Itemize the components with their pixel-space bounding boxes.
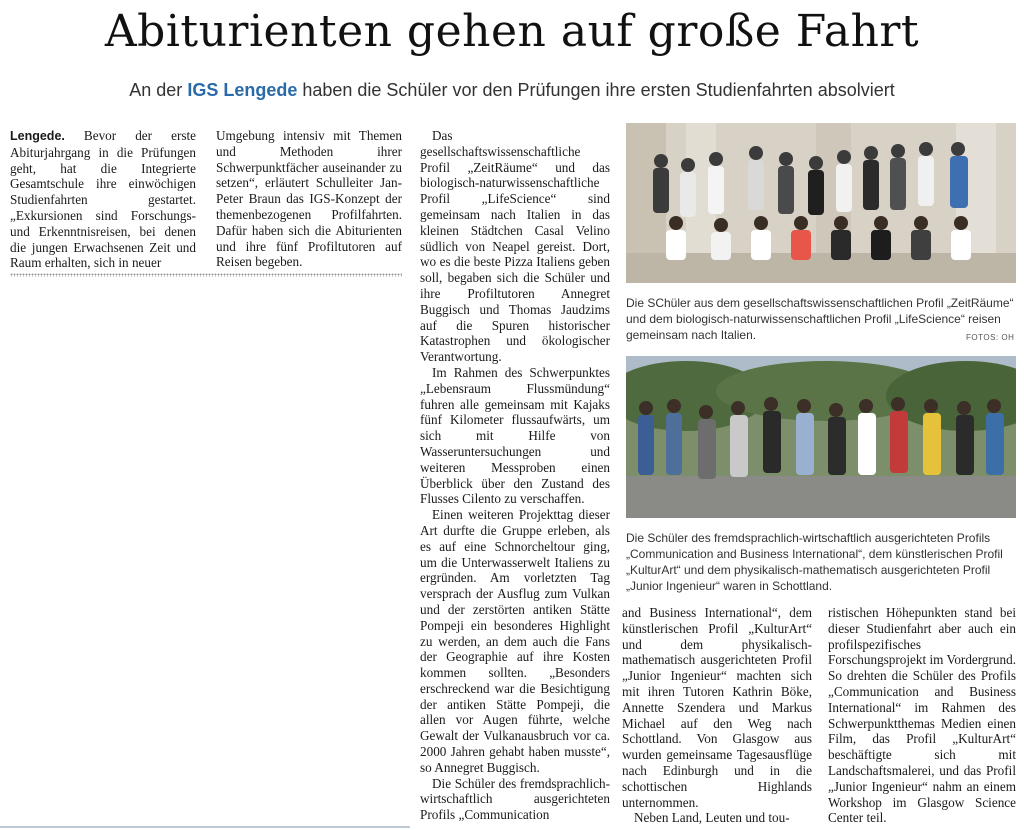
page-edge-line xyxy=(0,826,410,828)
group-photo-image xyxy=(626,123,1016,283)
subline-school-name: IGS Lengede xyxy=(187,80,298,100)
dateline: Lengede. xyxy=(10,129,65,143)
subline xyxy=(0,80,1024,101)
paragraph: Umgebung intensiv mit Themen und Methoden ihrer Schwerpunktfächer auseinander zu setzen“, erläutert Schulleiter Jan-Peter Braun das IGS-Konzept der themenbezogenen Profilfahrten. Dafür haben sich die Abiturienten und ihre fünf Profiltutoren auf Reisen begeben. xyxy=(216,128,402,270)
photo-credit: FOTOS: OH xyxy=(966,333,1015,342)
paragraph: Neben Land, Leuten und tou- xyxy=(634,810,790,826)
paragraph: and Business International“, dem künstlerischen Profil „KulturArt“ und dem physikalisch-mathematisch ausgerichteten Profil „Junior Ingenieur“ machten sich mit ihren Tutoren Kathrin Böke, Annette Szendera und Markus Michael auf den Weg nach Schottland. Von Glasgow aus wurden gemeinsame Tagesausflüge nach Edinburgh und in die schottischen Highlands unternommen. xyxy=(622,605,812,810)
group-photo-image xyxy=(626,356,1016,518)
headline: Abiturienten gehen auf große Fahrt xyxy=(104,6,920,57)
photo-italy-caption: Die SChüler aus dem gesellschaftswissenschaftlichen Profil „ZeitRäume“ und dem biologisch-naturwissenschaftlichen Profil „LifeScience“ reisen gemeinsam nach Italien. xyxy=(626,296,1014,342)
paragraph: Die Schüler des fremdsprachlich-wirtschaftlich ausgerichteten Profils „Communication xyxy=(420,775,610,823)
column-2 xyxy=(216,128,402,270)
column-5 xyxy=(828,605,1016,826)
paragraph: Im Rahmen des Schwerpunktes „Lebensraum Flussmündung“ fuhren alle gemeinsam mit Kajaks fünf Kilometer flussaufwärts, um sich mit Hilfe von Wasseruntersuchungen und weiteren Messproben einen Überblick über den Zustand des Flusses Cilento zu verschaffen. xyxy=(420,364,610,507)
dotted-divider xyxy=(10,273,402,277)
subline-post: haben die Schüler vor den Prüfungen ihre ersten Studienfahrten absolviert xyxy=(297,80,895,100)
column-1 xyxy=(10,128,196,271)
intro-text: Bevor der erste Abiturjahrgang in die Prüfungen geht, hat die Integrierte Gesamtschule ihre einwöchigen Studienfahrten gestartet. „Exkursionen sind Forschungs- und Erkenntnisreisen, bei denen die jungen Erwachsenen Zeit und Raum erhalten, sich in neuer xyxy=(10,128,196,271)
column-4 xyxy=(622,605,812,826)
subline-pre: An der xyxy=(129,80,188,100)
photo-scotland-group xyxy=(626,356,1016,518)
paragraph: ristischen Höhepunkten stand bei dieser Studienfahrt aber auch ein profilspezifisches Forschungsprojekt im Vordergrund. So drehten die Schüler des Profils „Communication and Business International“ im Rahmen des Schwerpunktthemas Medien einen Film, das Profil „KulturArt“ beschäftigte sich mit Landschaftsmalerei, und das Profil „Junior Ingenieur“ nahm an einem Workshop im Glasgow Science Center teil. xyxy=(828,605,1016,826)
intro-paragraph xyxy=(10,128,196,271)
photo-italy-group xyxy=(626,123,1016,283)
paragraph: Das gesellschaftswissenschaftliche Profil „ZeitRäume“ und das biologisch-naturwissenschaftliche Profil „LifeScience“ sind gemeinsam nach Italien in das kleinen Städtchen Casal Velino südlich von Neapel gereist. Dort, wo es die beste Pizza Italiens geben soll, begaben sich die Schüler und ihre Profiltutoren Annegret Buggisch und Thomas Jaudzims auf die Spuren historischer Katastrophen und ökologischer Verantwortung. xyxy=(420,128,610,365)
paragraph: Einen weiteren Projekttag dieser Art durfte die Gruppe erleben, als es auf eine Schnorcheltour ging, um die Unterwasserwelt Italiens zu ergründen. Am vorletzten Tag versprach der Ausflug zum Vulkan und der zerstörten antiken Stätte Pompeji ein besonderes Highlight zu werden, an dem auch die Fans der Geographie auf ihre Kosten kommen sollten. „Besonders erschreckend war die Besichtigung der antiken Stätte Pompeji, die allen vor Augen führte, welche Gewalt der Vulkanausbruch vor ca. 2000 Jahren gehabt haben musste“, so Annegret Buggisch. xyxy=(420,507,610,775)
photo-scotland-caption: Die Schüler des fremdsprachlich-wirtschaftlich ausgerichteten Profils „Communication and Business International“, dem künstlerischen Profil „KulturArt“ und dem physikalisch-mathematisch ausgerichteten Profil „Junior Ingenieur“ waren in Schottland. xyxy=(626,531,1003,593)
column-3 xyxy=(420,128,610,823)
